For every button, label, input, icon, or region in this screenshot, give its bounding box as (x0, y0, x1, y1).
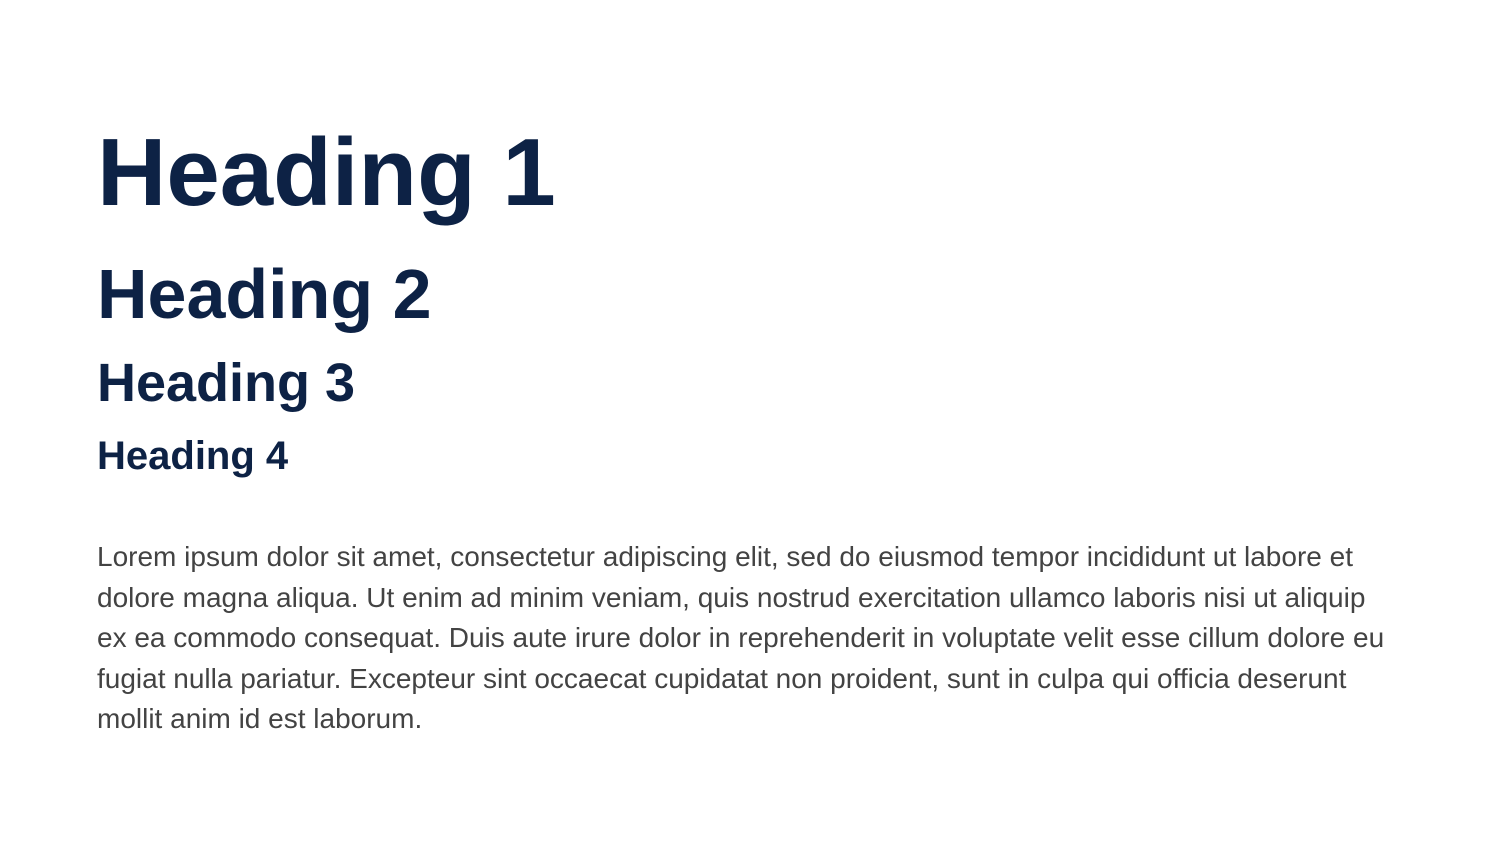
body-paragraph: Lorem ipsum dolor sit amet, consectetur adipiscing elit, sed do eiusmod tempor incididunt ut labore et dolore magna aliqua. Ut enim ad minim veniam, quis nostrud exercitation ullamco laboris nisi ut aliquip ex ea commodo consequat. Duis aute irure dolor in reprehenderit in voluptate velit esse cillum dolore eu fugiat nulla pariatur. Excepteur sint occaecat cupidatat non proident, sunt in culpa qui officia deserunt mollit anim id est laborum. (97, 541, 1385, 734)
heading-2: Heading 2 (97, 255, 432, 333)
heading-1: Heading 1 (97, 119, 556, 226)
heading-4: Heading 4 (97, 434, 289, 478)
heading-3: Heading 3 (97, 353, 356, 413)
